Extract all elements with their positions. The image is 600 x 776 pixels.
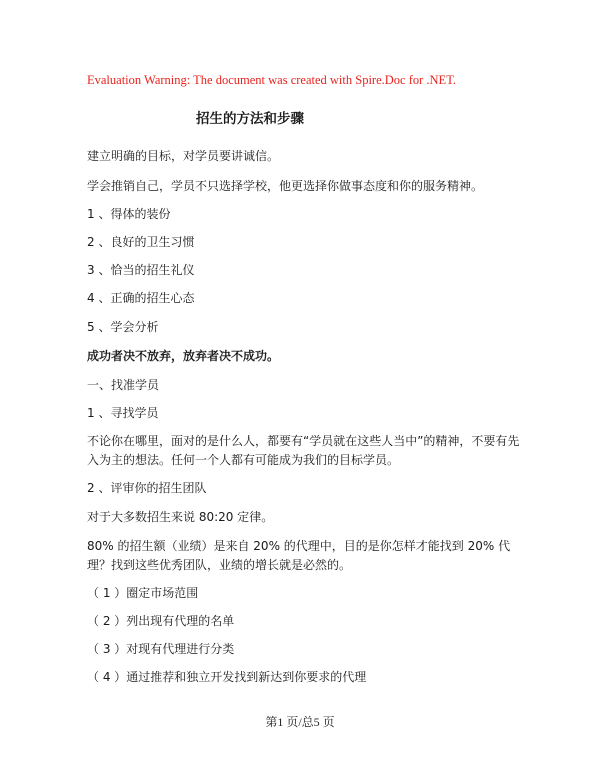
list-item: 3 、恰当的招生礼仪: [87, 263, 195, 277]
list-item: 4 、正确的招生心态: [87, 291, 195, 305]
section-heading: 一、找准学员: [87, 378, 160, 392]
document-title: 招生的方法和步骤: [196, 111, 304, 127]
list-item: （ 1 ）圈定市场范围: [87, 586, 199, 600]
paragraph: 80% 的招生额（业绩）是来自 20% 的代理中，目的是你怎样才能找到 20% 代理？找到这些优秀团队，业绩的增长就是必然的。: [87, 539, 511, 572]
paragraph: 学会推销自己，学员不只选择学校，他更选择你做事态度和你的服务精神。: [87, 179, 484, 193]
paragraph: 建立明确的目标，对学员要讲诚信。: [87, 149, 280, 163]
paragraph: 对于大多数招生来说 80:20 定律。: [87, 510, 274, 524]
evaluation-warning: Evaluation Warning: The document was created with Spire.Doc for .NET.: [87, 73, 457, 87]
list-item: 5 、学会分析: [87, 320, 159, 334]
list-item: 1 、得体的装份: [87, 207, 171, 221]
list-item: （ 4 ）通过推荐和独立开发找到新达到你要求的代理: [87, 670, 367, 684]
list-item: （ 3 ）对现有代理进行分类: [87, 642, 235, 656]
list-item: （ 2 ）列出现有代理的名单: [87, 614, 235, 628]
list-item: 2 、良好的卫生习惯: [87, 235, 195, 249]
subsection-heading: 1 、寻找学员: [87, 406, 159, 420]
emphasis-paragraph: 成功者决不放弃，放弃者决不成功。: [87, 349, 280, 363]
paragraph: 不论你在哪里，面对的是什么人，都要有“学员就在这些人当中”的精神，不要有先入为主的想法。任何一个人都有可能成为我们的目标学员。: [87, 434, 520, 467]
subsection-heading: 2 、评审你的招生团队: [87, 481, 207, 495]
page-number-footer: 第1 页/总5 页: [265, 715, 335, 729]
